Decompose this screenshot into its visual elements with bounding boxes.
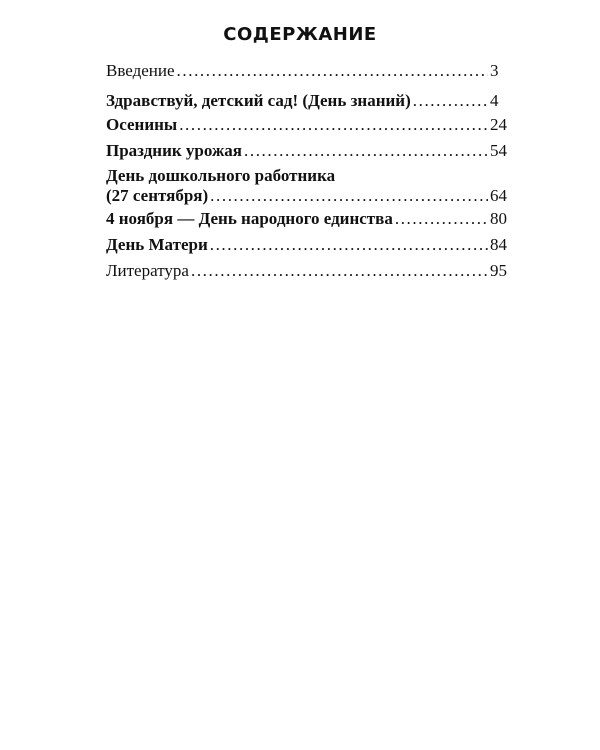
dot-leader — [210, 235, 488, 255]
toc-entry-page: 54 — [490, 141, 507, 160]
toc-entry — [106, 166, 507, 206]
toc-entry-page: 3 — [490, 61, 499, 80]
dot-leader — [395, 209, 488, 229]
toc-entry-title: Введение — [106, 61, 175, 80]
toc-entry — [106, 61, 498, 81]
toc-entry-page: 64 — [490, 186, 507, 205]
toc-entry-page: 4 — [490, 91, 499, 110]
toc-entry — [106, 261, 507, 281]
toc-entry — [106, 91, 498, 111]
toc-entry — [106, 115, 507, 135]
dot-leader — [177, 61, 488, 81]
toc-entry-title-line2: (27 сентября) — [106, 186, 209, 205]
dot-leader — [191, 261, 488, 281]
toc-entry-title: День Матери — [106, 235, 208, 254]
toc-entry-title: Литература — [106, 261, 189, 280]
dot-leader — [413, 91, 488, 111]
dot-leader — [179, 115, 488, 135]
toc-entry-page: 80 — [490, 209, 507, 228]
toc-entry-page: 95 — [490, 261, 507, 280]
toc-entry — [106, 209, 507, 229]
dot-leader — [244, 141, 488, 161]
toc-entry-line2 — [106, 186, 507, 206]
toc-entry-title: Осенины — [106, 115, 178, 134]
toc-entry-title-line1: День дошкольного работника — [106, 166, 336, 185]
page-title: СОДЕРЖАНИЕ — [223, 24, 377, 45]
toc-entry — [106, 141, 507, 161]
toc-entry-title: Здравствуй, детский сад! (День знаний) — [106, 91, 411, 110]
toc-entry — [106, 235, 507, 255]
toc-entry-page: 84 — [490, 235, 507, 254]
toc-entry-page: 24 — [490, 115, 507, 134]
toc-entry-title: Праздник урожая — [106, 141, 242, 160]
toc-entry-title: 4 ноября — День народного единства — [106, 209, 393, 228]
dot-leader — [210, 186, 488, 206]
